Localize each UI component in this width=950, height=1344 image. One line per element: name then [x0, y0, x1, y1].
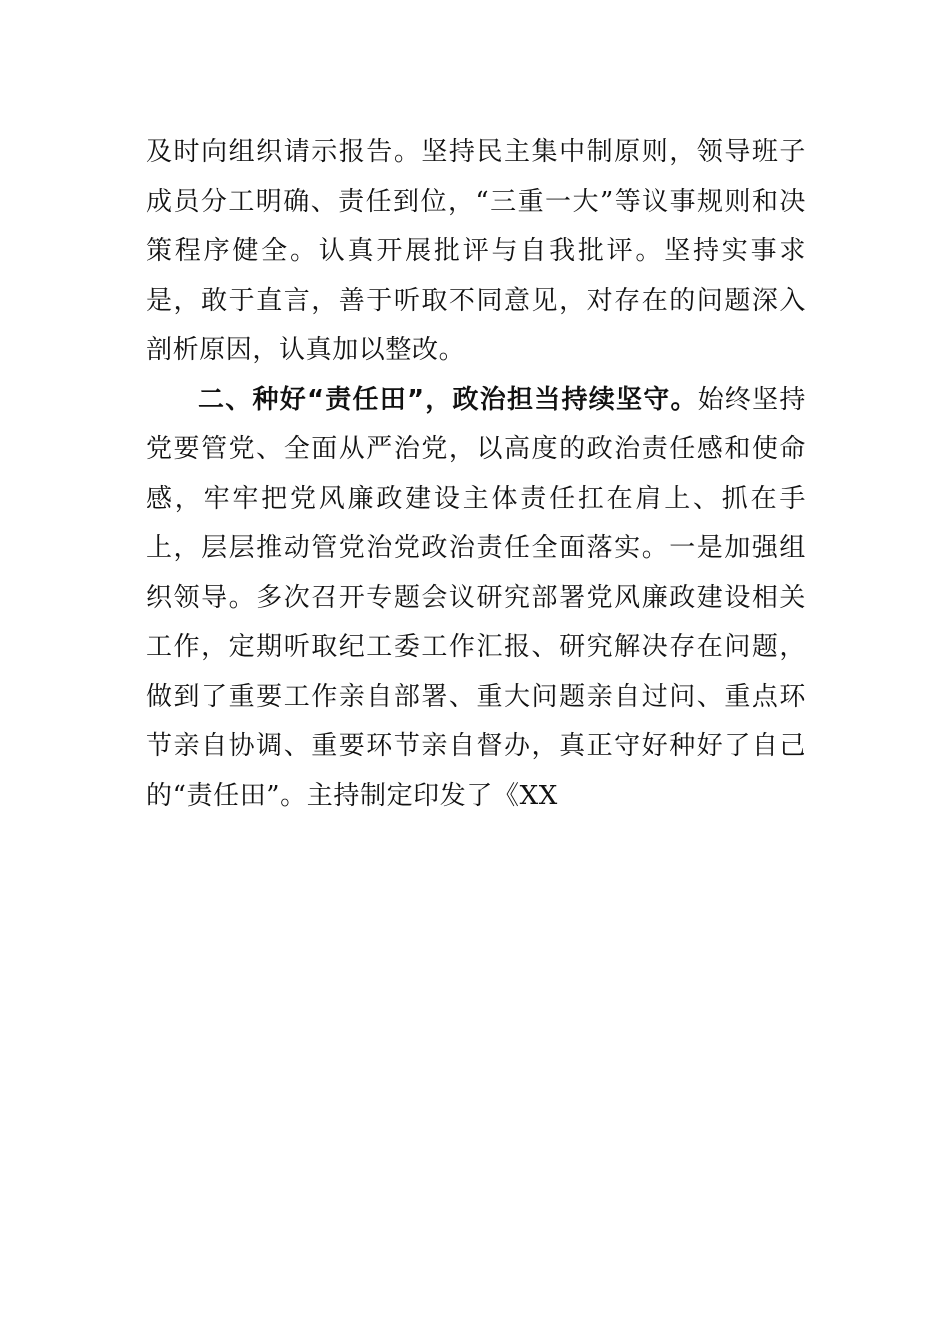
paragraph-continued: 及时向组织请示报告。坚持民主集中制原则，领导班子成员分工明确、责任到位，“三重一大”等议事规则和决策程序健全。认真开展批评与自我批评。坚持实事求是，敢于直言，善于听取不同意见，对存在的问题深入剖析原因，认真加以整改。: [146, 137, 806, 365]
paragraph-section-two: [146, 376, 806, 822]
document-body: [146, 128, 806, 821]
section-heading: 二、种好“责任田”，政治担当持续坚守。: [198, 384, 698, 415]
section-body: 始终坚持党要管党、全面从严治党，以高度的政治责任感和使命感，牢牢把党风廉政建设主体责任扛在肩上、抓在手上，层层推动管党治党政治责任全面落实。一是加强组织领导。多次召开专题会议研究部署党风廉政建设相关工作，定期听取纪工委工作汇报、研究解决存在问题，做到了重要工作亲自部署、重大问题亲自过问、重点环节亲自协调、重要环节亲自督办，真正守好种好了自己的“责任田”。主持制定印发了《XX: [146, 384, 806, 811]
